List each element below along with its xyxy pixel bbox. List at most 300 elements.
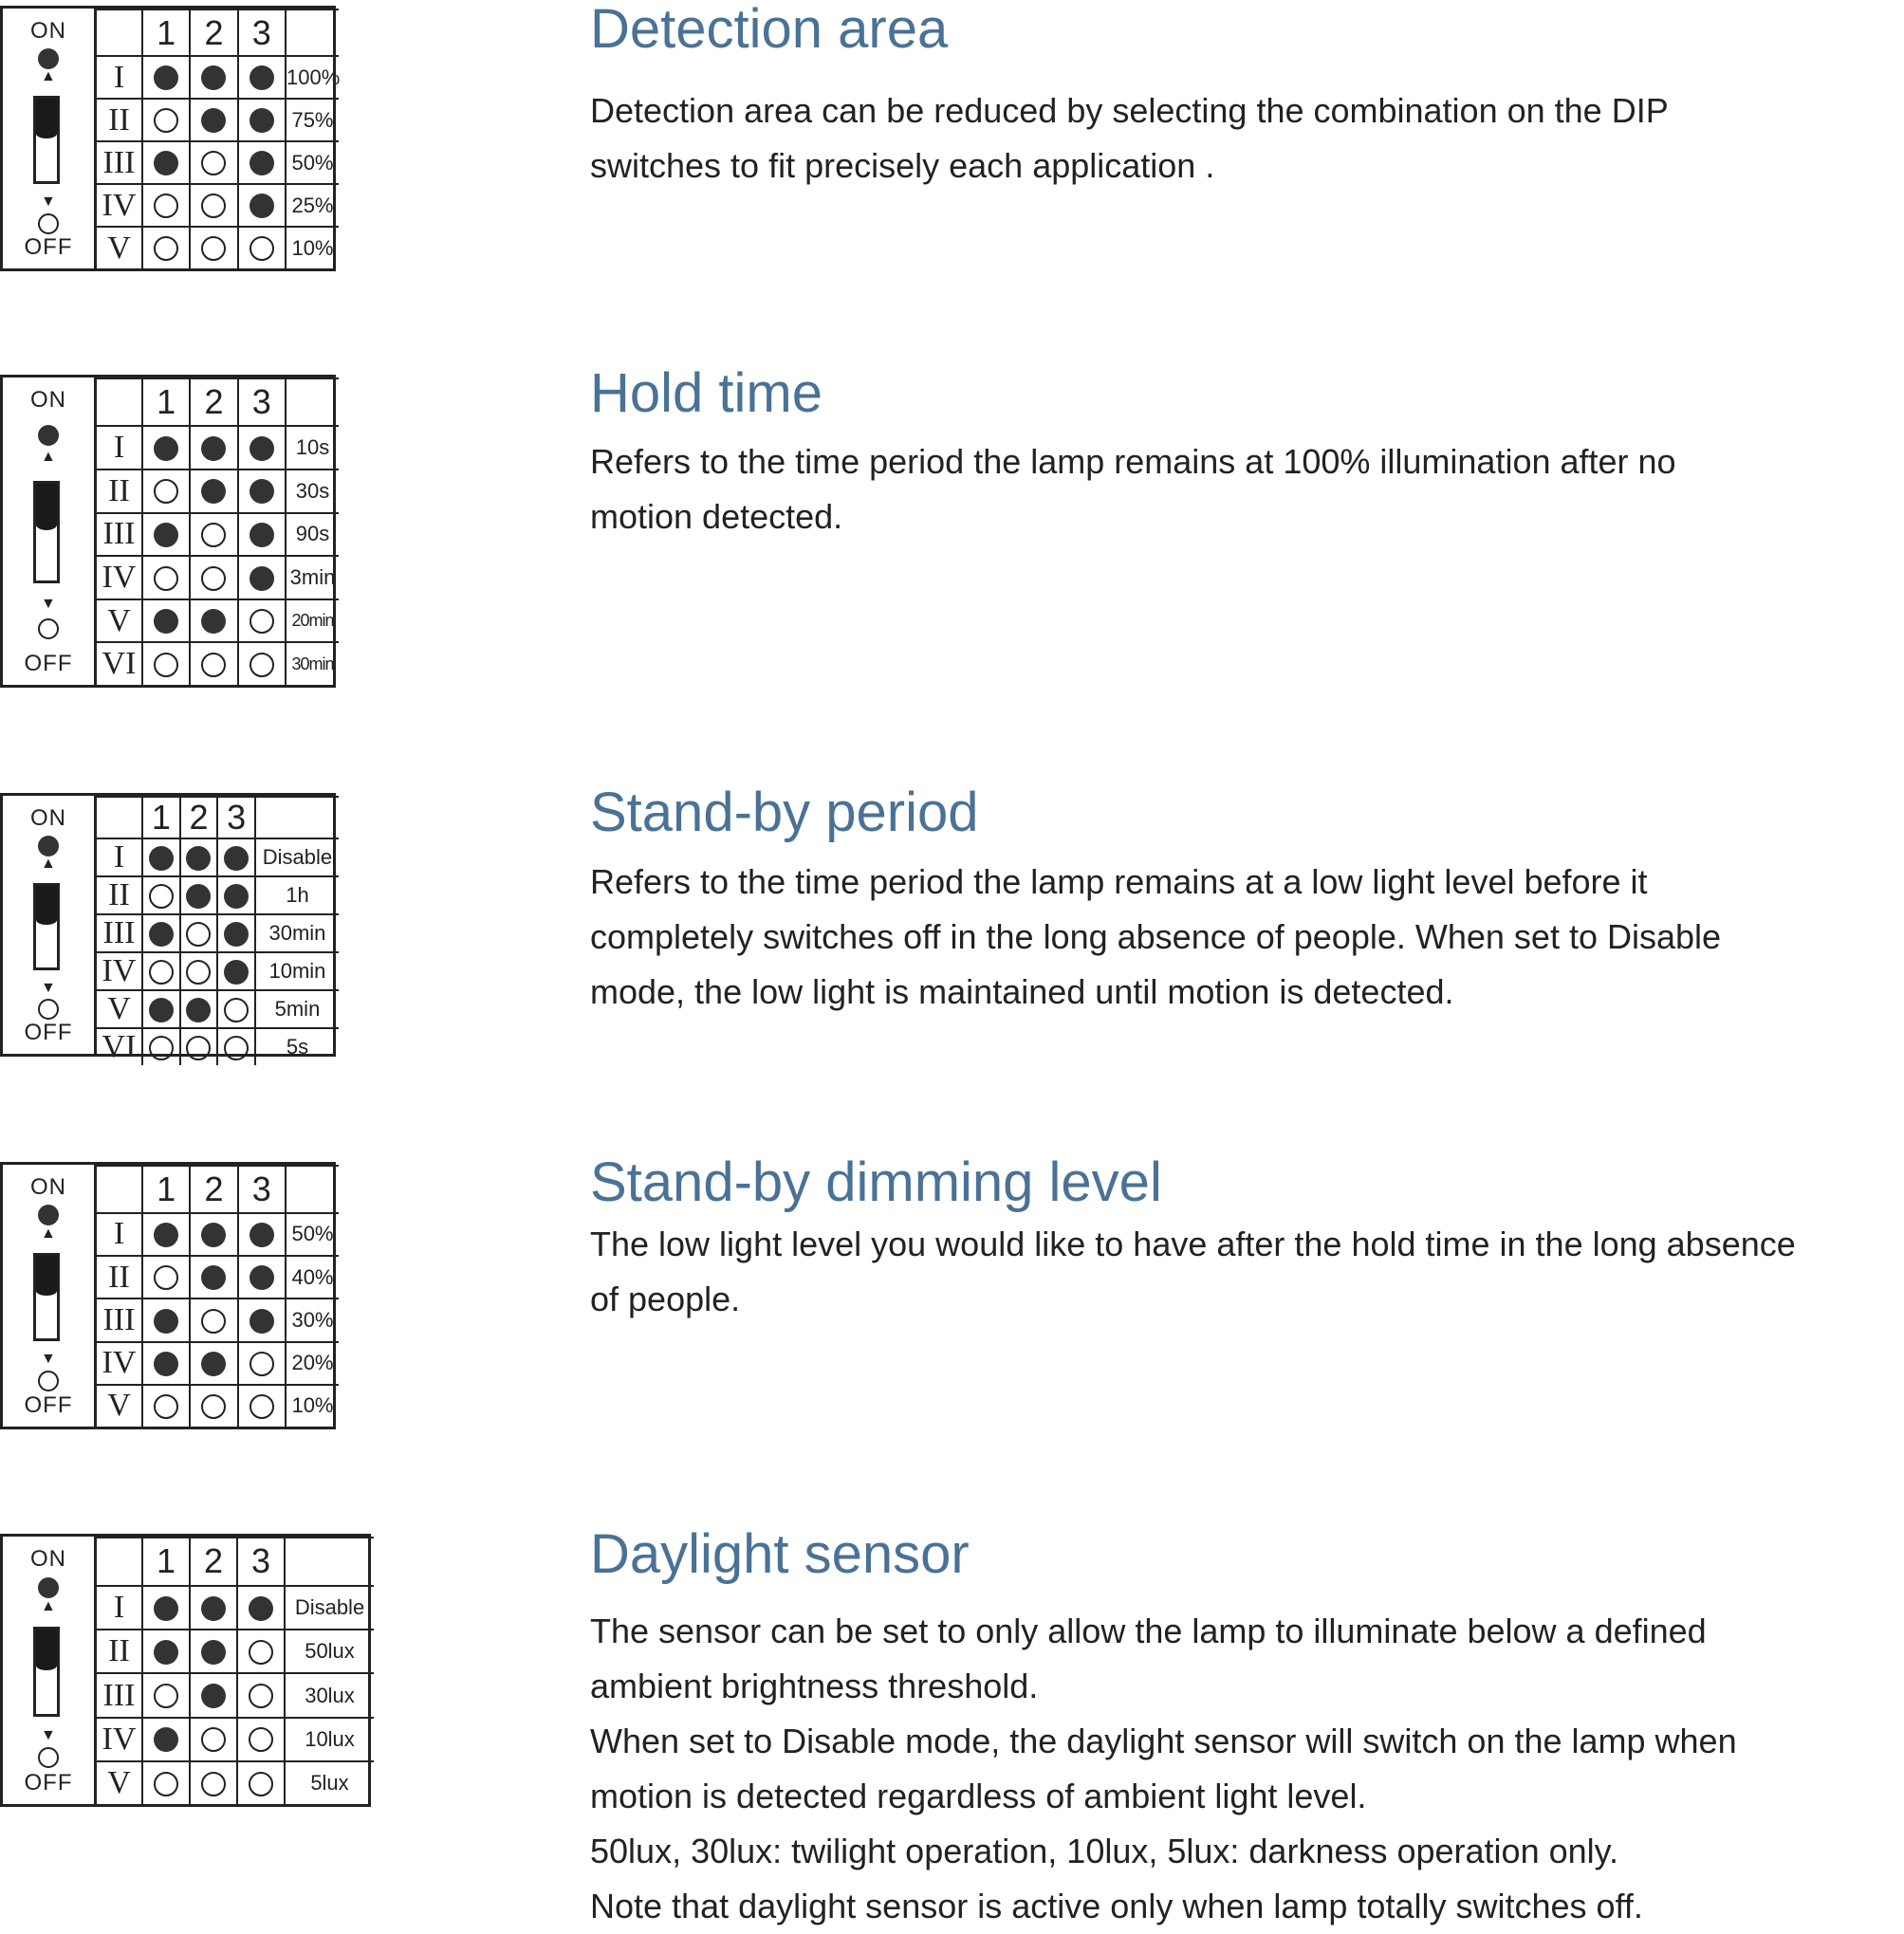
filled-circle-icon [250,566,274,591]
empty-circle-icon [201,236,226,261]
empty-circle-icon [249,1727,273,1752]
blank-header [97,9,142,56]
filled-circle-icon [154,609,178,634]
arrow-up-icon: ▲ [41,855,56,872]
filled-circle-icon [186,998,211,1022]
setting-value: 20% [286,1342,339,1385]
switch-cell [190,1213,237,1256]
table-row [97,952,339,990]
on-label: ON [30,18,66,44]
on-dot-icon [38,48,59,69]
switch-cell [238,556,286,599]
filled-circle-icon [250,523,274,547]
settings-grid [97,796,339,1065]
table-row [97,914,339,952]
switch-cell [238,1342,286,1385]
filled-circle-icon [154,1309,178,1334]
switch-cell [190,1256,237,1299]
filled-circle-icon [186,846,211,871]
description-line: The low light level you would like to have after the hold time in the long absence [590,1225,1796,1263]
empty-circle-icon [186,1036,211,1060]
switch-cell [190,599,237,643]
switch-slider-icon [33,883,60,970]
filled-circle-icon [250,479,274,504]
description-line: switches to fit precisely each application . [590,146,1215,185]
empty-circle-icon [154,1394,178,1419]
switch-number-header: 1 [142,1538,190,1586]
arrow-up-icon: ▲ [41,1598,56,1615]
switch-knob [36,484,57,530]
switch-cell [238,1213,286,1256]
switch-cell [180,990,218,1028]
switch-cell [238,426,286,470]
off-label: OFF [24,1770,73,1796]
switch-cell [142,1586,190,1630]
filled-circle-icon [250,65,274,90]
on-label: ON [30,805,66,831]
row-numeral: I [97,1586,142,1630]
empty-circle-icon [250,1352,274,1376]
switch-slider-icon [33,1253,60,1341]
switch-number-header: 2 [190,9,237,56]
switch-cell [142,1761,190,1804]
switch-cell [180,1028,218,1065]
empty-circle-icon [201,1394,226,1419]
switch-legend [3,9,97,268]
switch-cell [238,513,286,557]
switch-cell [190,99,237,141]
filled-circle-icon [154,523,178,547]
switch-cell [238,1256,286,1299]
empty-circle-icon [201,566,226,591]
blank-header [97,797,142,838]
switch-cell [142,227,190,268]
filled-circle-icon [250,1265,274,1290]
table-row [97,227,339,268]
empty-circle-icon [154,653,178,677]
off-label: OFF [24,234,73,260]
switch-cell [217,990,255,1028]
switch-cell [190,1299,237,1341]
switch-legend [3,796,97,1054]
empty-circle-icon [154,1684,178,1708]
header-row [97,1538,374,1586]
off-dot-icon [38,1747,59,1768]
arrow-down-icon: ▼ [41,1351,56,1368]
row-numeral: IV [97,556,142,599]
on-dot-icon [38,1577,59,1598]
setting-value: 5s [255,1028,339,1065]
empty-circle-icon [154,566,178,591]
empty-circle-icon [201,1772,226,1796]
table-row [97,1718,374,1761]
switch-cell [237,1761,285,1804]
switch-legend [3,1537,97,1804]
settings-grid [97,1537,374,1804]
on-dot-icon [38,836,59,856]
empty-circle-icon [201,193,226,218]
empty-circle-icon [224,1036,249,1060]
switch-number-header: 3 [238,1166,286,1213]
description-line: of people. [590,1280,741,1318]
filled-circle-icon [201,65,226,90]
on-label: ON [30,1174,66,1200]
table-row [97,876,339,914]
empty-circle-icon [186,922,211,947]
on-label: ON [30,1546,66,1572]
setting-value: 10lux [285,1718,374,1761]
filled-circle-icon [201,1352,226,1376]
switch-slider-icon [33,1627,60,1717]
off-label: OFF [24,1020,73,1045]
setting-value: 30min [286,642,339,685]
setting-value: 5lux [285,1761,374,1804]
setting-value: 100% [286,56,339,99]
section-title: Stand-by dimming level [590,1151,1162,1213]
setting-value: 20min [286,599,339,643]
switch-cell [142,952,180,990]
table-row [97,838,339,876]
switch-cell [190,1718,237,1761]
empty-circle-icon [186,960,211,985]
switch-cell [217,838,255,876]
switch-cell [142,1385,190,1427]
switch-cell [190,426,237,470]
filled-circle-icon [154,151,178,175]
switch-knob [36,886,57,925]
empty-circle-icon [250,653,274,677]
switch-legend [3,1165,97,1427]
switch-number-header: 1 [142,378,190,426]
switch-cell [142,642,190,685]
switch-cell [190,1630,237,1673]
setting-value: 10min [255,952,339,990]
switch-cell [142,184,190,227]
arrow-down-icon: ▼ [41,193,56,210]
switch-cell [238,470,286,513]
row-numeral: VI [97,642,142,685]
section-description [590,83,1669,193]
empty-circle-icon [154,193,178,218]
row-numeral: IV [97,952,142,990]
table-row [97,1673,374,1717]
on-dot-icon [38,425,59,446]
filled-circle-icon [201,1640,226,1665]
blank-header [97,378,142,426]
switch-cell [142,599,190,643]
description-line: Detection area can be reduced by selecting the combination on the DIP [590,91,1669,130]
description-line: Note that daylight sensor is active only when lamp totally switches off. [590,1887,1643,1925]
switch-number-header: 1 [142,797,180,838]
switch-cell [190,1586,237,1630]
blank-header [285,1538,374,1586]
arrow-down-icon: ▼ [41,1726,56,1743]
filled-circle-icon [154,1352,178,1376]
row-numeral: V [97,599,142,643]
table-row [97,1586,374,1630]
filled-circle-icon [249,1596,273,1621]
row-numeral: III [97,141,142,184]
switch-knob [36,99,57,138]
off-dot-icon [38,1371,59,1391]
switch-cell [180,876,218,914]
description-line: Refers to the time period the lamp remains at a low light level before it [590,862,1648,901]
switch-cell [238,227,286,268]
dip-switch-table [0,375,336,688]
switch-number-header: 2 [190,1538,237,1586]
filled-circle-icon [201,108,226,133]
empty-circle-icon [201,151,226,175]
table-row [97,1342,339,1385]
section-description [590,434,1676,544]
section-description [590,1217,1796,1327]
setting-value: Disable [255,838,339,876]
switch-number-header: 2 [190,1166,237,1213]
table-row [97,599,339,643]
switch-cell [142,914,180,952]
switch-cell [190,184,237,227]
setting-value: 75% [286,99,339,141]
filled-circle-icon [154,1640,178,1665]
switch-cell [142,838,180,876]
row-numeral: V [97,990,142,1028]
switch-cell [237,1630,285,1673]
empty-circle-icon [149,960,174,985]
empty-circle-icon [154,1772,178,1796]
row-numeral: VI [97,1028,142,1065]
switch-cell [217,952,255,990]
setting-value: 10% [286,227,339,268]
switch-cell [190,1342,237,1385]
settings-grid [97,1165,339,1427]
table-row [97,1761,374,1804]
switch-cell [142,1673,190,1717]
dip-switch-table [0,1162,336,1429]
switch-cell [142,1256,190,1299]
row-numeral: IV [97,184,142,227]
dip-switch-table [0,6,341,271]
switch-cell [190,56,237,99]
off-label: OFF [24,1392,73,1418]
switch-cell [180,914,218,952]
blank-header [97,1538,142,1586]
filled-circle-icon [224,960,249,985]
switch-cell [217,914,255,952]
row-numeral: I [97,1213,142,1256]
description-line: ambient brightness threshold. [590,1667,1039,1705]
filled-circle-icon [250,108,274,133]
table-row [97,1630,374,1673]
switch-cell [142,1630,190,1673]
switch-cell [190,513,237,557]
filled-circle-icon [149,846,174,871]
empty-circle-icon [249,1684,273,1708]
empty-circle-icon [149,1036,174,1060]
table-row [97,642,339,685]
empty-circle-icon [201,653,226,677]
table-row [97,184,339,227]
dip-switch-table [0,793,336,1064]
switch-number-header: 1 [142,9,190,56]
table-row [97,470,339,513]
filled-circle-icon [201,479,226,504]
off-dot-icon [38,618,59,639]
description-line: motion is detected regardless of ambient light level. [590,1777,1367,1815]
arrow-down-icon: ▼ [41,979,56,996]
table-row [97,1385,339,1427]
row-numeral: II [97,876,142,914]
switch-cell [238,1385,286,1427]
setting-value: 50% [286,141,339,184]
on-dot-icon [38,1205,59,1225]
filled-circle-icon [154,65,178,90]
on-label: ON [30,387,66,413]
setting-value: 40% [286,1256,339,1299]
section-description [590,1604,1737,1934]
section-title: Daylight sensor [590,1523,970,1585]
switch-cell [190,470,237,513]
switch-cell [142,1213,190,1256]
row-numeral: V [97,227,142,268]
switch-cell [190,141,237,184]
setting-value: 30min [255,914,339,952]
row-numeral: II [97,1630,142,1673]
switch-cell [190,1385,237,1427]
header-row [97,1166,339,1213]
switch-knob [36,1630,57,1670]
description-line: completely switches off in the long absence of people. When set to Disable [590,917,1722,956]
filled-circle-icon [154,1596,178,1621]
switch-number-header: 2 [180,797,218,838]
switch-cell [180,838,218,876]
description-line: 50lux, 30lux: twilight operation, 10lux, 5lux: darkness operation only. [590,1832,1618,1870]
switch-cell [180,952,218,990]
section-title: Detection area [590,0,949,60]
filled-circle-icon [186,884,211,909]
table-row [97,1028,339,1065]
switch-cell [142,470,190,513]
setting-value: 30% [286,1299,339,1341]
filled-circle-icon [250,436,274,461]
filled-circle-icon [224,884,249,909]
row-numeral: III [97,914,142,952]
switch-cell [238,184,286,227]
switch-cell [142,56,190,99]
switch-cell [238,99,286,141]
blank-header [286,378,339,426]
switch-slider-icon [33,96,60,184]
switch-number-header: 2 [190,378,237,426]
switch-cell [142,1028,180,1065]
row-numeral: IV [97,1342,142,1385]
switch-cell [237,1718,285,1761]
empty-circle-icon [224,998,249,1022]
setting-value: 25% [286,184,339,227]
table-row [97,141,339,184]
table-row [97,990,339,1028]
setting-value: 30lux [285,1673,374,1717]
table-row [97,1213,339,1256]
section-title: Stand-by period [590,782,979,843]
empty-circle-icon [201,523,226,547]
row-numeral: I [97,838,142,876]
row-numeral: IV [97,1718,142,1761]
empty-circle-icon [154,236,178,261]
switch-number-header: 3 [238,378,286,426]
switch-number-header: 3 [217,797,255,838]
switch-cell [190,642,237,685]
switch-cell [142,1299,190,1341]
header-row [97,797,339,838]
switch-cell [190,1673,237,1717]
filled-circle-icon [201,1265,226,1290]
blank-header [286,9,339,56]
switch-cell [238,599,286,643]
switch-number-header: 3 [238,9,286,56]
header-row [97,378,339,426]
switch-cell [142,876,180,914]
off-label: OFF [24,651,73,676]
setting-value: 50lux [285,1630,374,1673]
arrow-down-icon: ▼ [41,596,56,612]
switch-number-header: 1 [142,1166,190,1213]
setting-value: 5min [255,990,339,1028]
filled-circle-icon [154,436,178,461]
filled-circle-icon [201,436,226,461]
switch-cell [142,141,190,184]
table-row [97,1299,339,1341]
dip-switch-table [0,1534,371,1807]
filled-circle-icon [149,998,174,1022]
switch-cell [142,99,190,141]
section-title: Hold time [590,362,823,424]
empty-circle-icon [201,1309,226,1334]
switch-cell [217,876,255,914]
switch-cell [190,556,237,599]
description-line: motion detected. [590,497,843,536]
filled-circle-icon [201,1223,226,1247]
empty-circle-icon [249,1640,273,1665]
switch-cell [142,1342,190,1385]
switch-legend [3,378,97,685]
empty-circle-icon [250,236,274,261]
table-row [97,426,339,470]
empty-circle-icon [201,1727,226,1752]
switch-number-header: 3 [237,1538,285,1586]
arrow-up-icon: ▲ [41,68,56,85]
switch-cell [238,56,286,99]
switch-slider-icon [33,481,60,583]
switch-cell [217,1028,255,1065]
filled-circle-icon [224,846,249,871]
switch-cell [142,1718,190,1761]
switch-cell [237,1586,285,1630]
switch-cell [238,141,286,184]
switch-cell [237,1673,285,1717]
switch-knob [36,1256,57,1296]
setting-value: 50% [286,1213,339,1256]
filled-circle-icon [224,922,249,947]
switch-cell [238,1299,286,1341]
switch-cell [142,556,190,599]
arrow-up-icon: ▲ [41,1225,56,1242]
setting-value: 10s [286,426,339,470]
switch-cell [238,642,286,685]
empty-circle-icon [250,1394,274,1419]
filled-circle-icon [250,1223,274,1247]
table-row [97,56,339,99]
row-numeral: II [97,470,142,513]
